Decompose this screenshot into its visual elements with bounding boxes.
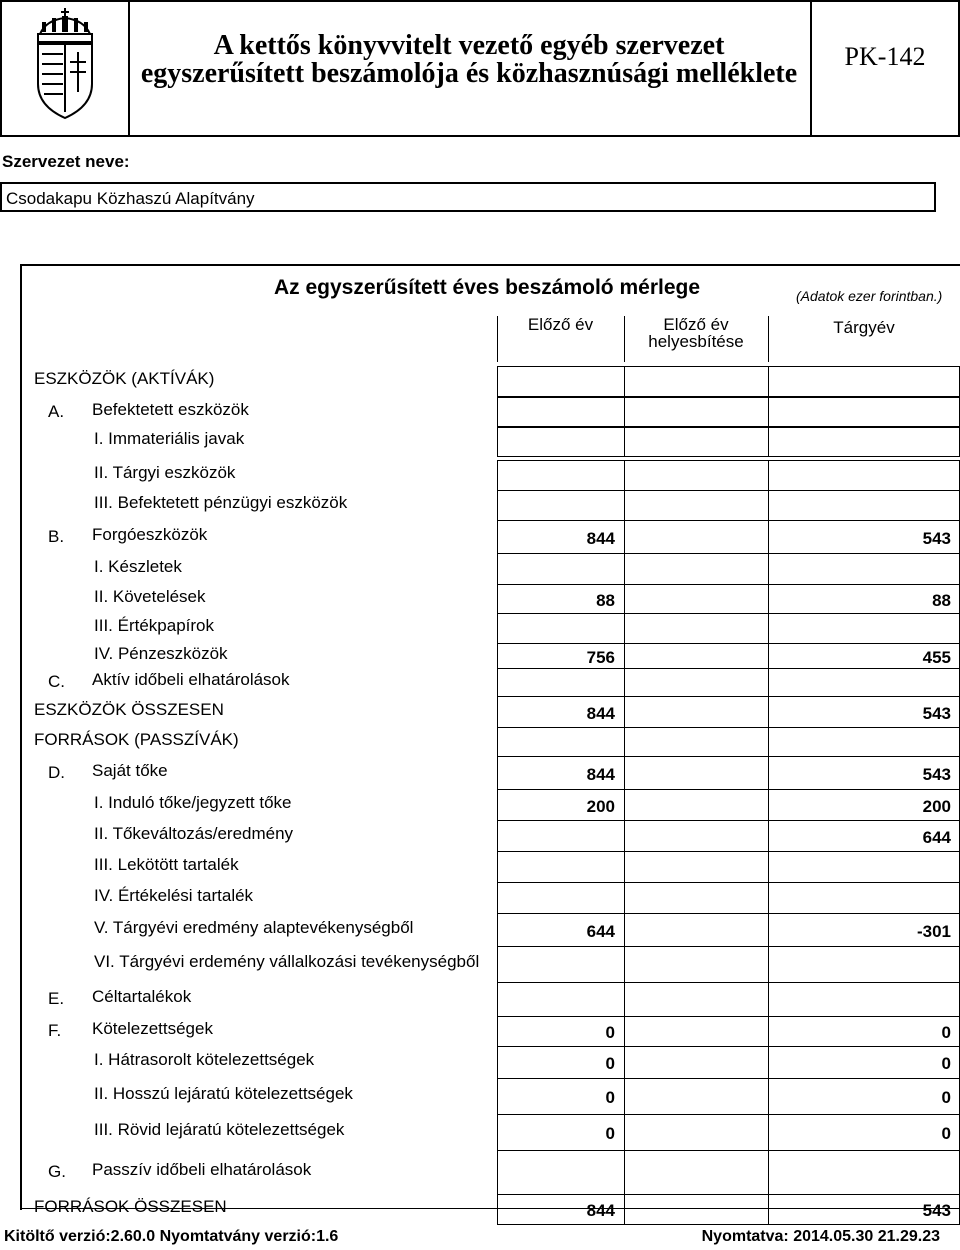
row-label: V. Tárgyévi eredmény alaptevékenységből [94, 918, 414, 937]
balance-row [0, 643, 960, 668]
correction-cell [624, 397, 769, 428]
correction-cell [624, 696, 769, 728]
row-label: I. Hátrasorolt kötelezettségek [94, 1050, 315, 1069]
correction-cell [624, 789, 769, 821]
org-name-value: Csodakapu Közhaszú Alapítvány [6, 189, 255, 208]
prev-year-cell [497, 982, 625, 1017]
prev-year-value: 0 [605, 1054, 615, 1073]
correction-cell [624, 727, 769, 757]
current-year-cell [768, 668, 960, 697]
form-header [0, 0, 960, 137]
prev-year-cell [497, 820, 625, 852]
prev-year-cell [497, 490, 625, 521]
current-year-cell [768, 553, 960, 585]
row-label: II. Tőkeváltozás/eredmény [94, 824, 294, 843]
row-code: F. [48, 1021, 62, 1040]
correction-cell [624, 520, 769, 554]
prev-year-cell [497, 946, 625, 983]
prev-year-value: 844 [586, 529, 615, 548]
prev-year-cell [497, 366, 625, 397]
balance-row [0, 366, 960, 396]
current-year-value: 455 [922, 648, 951, 667]
balance-row [0, 520, 960, 553]
correction-cell [624, 460, 769, 491]
correction-cell [624, 668, 769, 697]
correction-cell [624, 584, 769, 614]
balance-row [0, 1046, 960, 1078]
row-label: ESZKÖZÖK ÖSSZESEN [34, 700, 224, 719]
correction-cell [624, 756, 769, 790]
row-label: I. Készletek [94, 557, 182, 576]
row-label: Saját tőke [92, 761, 168, 780]
current-year-cell [768, 366, 960, 397]
org-name-label: Szervezet neve: [2, 152, 130, 171]
current-year-value: 543 [922, 704, 951, 723]
prev-year-value: 844 [586, 765, 615, 784]
balance-row [0, 1016, 960, 1046]
current-year-value: 543 [922, 765, 951, 784]
balance-row [0, 1078, 960, 1114]
row-code: G. [48, 1162, 66, 1181]
prev-year-value: 756 [586, 648, 615, 667]
correction-cell [624, 1016, 769, 1047]
balance-row [0, 851, 960, 882]
correction-cell [624, 820, 769, 852]
current-year-cell [768, 1150, 960, 1195]
prev-year-cell [497, 727, 625, 757]
row-label: III. Lekötött tartalék [94, 855, 239, 874]
prev-year-value: 0 [605, 1088, 615, 1107]
current-year-cell [768, 613, 960, 644]
unit-note: (Adatok ezer forintban.) [796, 288, 943, 304]
row-label: IV. Pénzeszközök [94, 644, 228, 663]
row-code: E. [48, 989, 65, 1008]
correction-cell [624, 1078, 769, 1115]
correction-cell [624, 1114, 769, 1151]
correction-cell [624, 1150, 769, 1195]
row-label: II. Tárgyi eszközök [94, 463, 236, 482]
balance-row [0, 668, 960, 696]
prev-year-cell [497, 851, 625, 883]
current-year-value: -301 [916, 922, 951, 941]
form-title-line2: egyszerűsített beszámolója és közhasznúsági melléklete [140, 58, 798, 89]
balance-row [0, 696, 960, 727]
prev-year-cell [497, 613, 625, 644]
balance-row [0, 1150, 960, 1194]
correction-cell [624, 1194, 769, 1225]
prev-year-cell [497, 460, 625, 491]
current-year-cell [768, 397, 960, 428]
current-year-cell [768, 460, 960, 491]
current-year-value: 0 [941, 1023, 951, 1042]
form-title-line1: A kettős könyvvitelt vezető egyéb szervezet [213, 30, 725, 61]
current-year-value: 0 [941, 1088, 951, 1107]
balance-row [0, 397, 960, 427]
row-label: Aktív időbeli elhatárolások [92, 670, 290, 689]
correction-cell [624, 982, 769, 1017]
col-header-current: Tárgyév [833, 318, 895, 337]
balance-title: Az egyszerűsített éves beszámoló mérlege [274, 276, 701, 299]
prev-year-value: 844 [586, 1201, 615, 1220]
row-label: Céltartalékok [92, 987, 192, 1006]
footer-printed: Nyomtatva: 2014.05.30 21.29.23 [701, 1228, 940, 1245]
balance-row [0, 1114, 960, 1150]
row-label: Befektetett eszközök [92, 400, 249, 419]
correction-cell [624, 553, 769, 585]
prev-year-value: 644 [586, 922, 615, 941]
current-year-value: 200 [922, 797, 951, 816]
row-label: I. Immateriális javak [94, 429, 245, 448]
row-label: III. Befektetett pénzügyi eszközök [94, 493, 348, 512]
row-label: III. Rövid lejáratú kötelezettségek [94, 1120, 345, 1139]
balance-row [0, 460, 960, 490]
col-header-prev: Előző év [527, 315, 594, 334]
current-year-cell [768, 426, 960, 457]
balance-row [0, 789, 960, 820]
balance-row [0, 946, 960, 982]
correction-cell [624, 613, 769, 644]
balance-row [0, 727, 960, 756]
coat-of-arms-icon [2, 2, 128, 135]
row-label: II. Hosszú lejáratú kötelezettségek [94, 1084, 353, 1103]
prev-year-cell [497, 426, 625, 457]
row-label: VI. Tárgyévi erdemény vállalkozási tevékenységből [94, 952, 480, 971]
row-code: B. [48, 527, 65, 546]
current-year-cell [768, 882, 960, 914]
col-header-correction-2: helyesbítése [648, 332, 744, 351]
balance-row [0, 613, 960, 643]
row-label: Kötelezettségek [92, 1019, 213, 1038]
correction-cell [624, 882, 769, 914]
correction-cell [624, 366, 769, 397]
prev-year-cell [497, 668, 625, 697]
row-label: I. Induló tőke/jegyzett tőke [94, 793, 292, 812]
current-year-value: 0 [941, 1054, 951, 1073]
current-year-cell [768, 490, 960, 521]
row-label: III. Értékpapírok [94, 616, 214, 635]
row-label: Passzív időbeli elhatárolások [92, 1160, 312, 1179]
current-year-cell [768, 982, 960, 1017]
current-year-cell [768, 851, 960, 883]
form-code: PK-142 [844, 42, 926, 71]
correction-cell [624, 913, 769, 947]
correction-cell [624, 946, 769, 983]
current-year-cell [768, 727, 960, 757]
row-label: ESZKÖZÖK (AKTÍVÁK) [34, 369, 215, 388]
prev-year-value: 0 [605, 1124, 615, 1143]
correction-cell [624, 490, 769, 521]
balance-row [0, 882, 960, 913]
correction-cell [624, 426, 769, 457]
row-label: Forgóeszközök [92, 525, 208, 544]
prev-year-value: 844 [586, 704, 615, 723]
correction-cell [624, 643, 769, 669]
current-year-value: 88 [932, 591, 951, 610]
row-label: II. Követelések [94, 587, 206, 606]
row-label: FORRÁSOK ÖSSZESEN [34, 1197, 227, 1216]
prev-year-cell [497, 397, 625, 428]
prev-year-value: 200 [586, 797, 615, 816]
balance-row [0, 1194, 960, 1224]
col-header-correction-1: Előző év [663, 315, 729, 334]
prev-year-cell [497, 553, 625, 585]
row-code: D. [48, 763, 65, 782]
balance-row [0, 820, 960, 851]
row-label: FORRÁSOK (PASSZÍVÁK) [34, 730, 239, 749]
current-year-value: 644 [922, 828, 951, 847]
prev-year-cell [497, 1150, 625, 1195]
prev-year-value: 0 [605, 1023, 615, 1042]
row-code: C. [48, 672, 65, 691]
current-year-value: 543 [922, 1201, 951, 1220]
current-year-value: 543 [922, 529, 951, 548]
balance-row [0, 490, 960, 520]
correction-cell [624, 1046, 769, 1079]
current-year-cell [768, 946, 960, 983]
row-label: IV. Értékelési tartalék [94, 886, 254, 905]
balance-row [0, 426, 960, 456]
footer-version: Kitöltő verzió:2.60.0 Nyomtatvány verzió:1.6 [4, 1228, 339, 1245]
current-year-value: 0 [941, 1124, 951, 1143]
coat-of-arms-box [0, 0, 130, 137]
balance-row [0, 584, 960, 613]
balance-row [0, 982, 960, 1016]
balance-row [0, 913, 960, 946]
balance-row [0, 756, 960, 789]
prev-year-cell [497, 882, 625, 914]
row-code: A. [48, 402, 65, 421]
balance-row [0, 553, 960, 584]
correction-cell [624, 851, 769, 883]
prev-year-value: 88 [596, 591, 615, 610]
